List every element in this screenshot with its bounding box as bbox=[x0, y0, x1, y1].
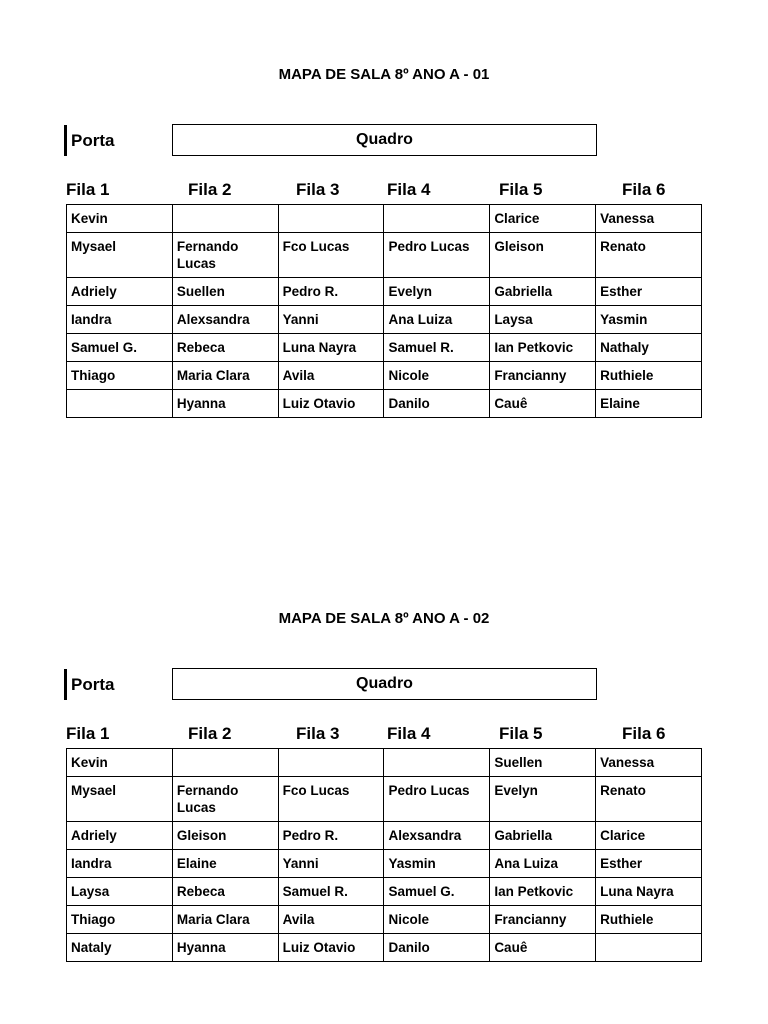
seat-cell: Hyanna bbox=[172, 934, 278, 962]
seat-cell bbox=[67, 390, 173, 418]
seat-cell: Maria Clara bbox=[172, 906, 278, 934]
seat-cell: Vanessa bbox=[596, 205, 702, 233]
seat-cell: Luna Nayra bbox=[596, 878, 702, 906]
seat-cell: Iandra bbox=[67, 306, 173, 334]
board-box: Quadro bbox=[172, 124, 597, 156]
seat-cell: Adriely bbox=[67, 822, 173, 850]
seat-cell: Mysael bbox=[67, 777, 173, 822]
seat-cell: Cauê bbox=[490, 390, 596, 418]
seat-cell: Vanessa bbox=[596, 749, 702, 777]
row-header-5: Fila 5 bbox=[499, 724, 543, 743]
seat-cell: Esther bbox=[596, 850, 702, 878]
seat-cell: Danilo bbox=[384, 934, 490, 962]
row-header-3: Fila 3 bbox=[296, 724, 340, 743]
seat-cell: Nicole bbox=[384, 906, 490, 934]
seat-cell: Francianny bbox=[490, 906, 596, 934]
seat-cell: Evelyn bbox=[384, 278, 490, 306]
row-header-6: Fila 6 bbox=[622, 724, 666, 743]
seat-cell: Pedro Lucas bbox=[384, 777, 490, 822]
seat-cell: Nicole bbox=[384, 362, 490, 390]
seat-cell: Elaine bbox=[172, 850, 278, 878]
seat-cell: Fernando Lucas bbox=[172, 777, 278, 822]
table-row bbox=[67, 749, 702, 777]
seat-cell: Ian Petkovic bbox=[490, 878, 596, 906]
seat-cell: Nathaly bbox=[596, 334, 702, 362]
seat-cell: Yanni bbox=[278, 850, 384, 878]
seating-table bbox=[66, 748, 702, 962]
seat-cell: Ana Luiza bbox=[490, 850, 596, 878]
row-header-2: Fila 2 bbox=[188, 180, 232, 199]
seat-cell: Alexsandra bbox=[384, 822, 490, 850]
seat-cell: Danilo bbox=[384, 390, 490, 418]
seat-cell: Esther bbox=[596, 278, 702, 306]
seat-cell: Adriely bbox=[67, 278, 173, 306]
map-title: MAPA DE SALA 8º ANO A - 01 bbox=[278, 66, 490, 83]
seat-cell: Thiago bbox=[67, 362, 173, 390]
table-row bbox=[67, 306, 702, 334]
seating-table bbox=[66, 204, 702, 418]
seat-cell: Gabriella bbox=[490, 278, 596, 306]
seat-cell: Alexsandra bbox=[172, 306, 278, 334]
seat-cell: Ruthiele bbox=[596, 906, 702, 934]
door-label: Porta bbox=[64, 669, 114, 700]
seat-cell: Kevin bbox=[67, 749, 173, 777]
seat-cell: Suellen bbox=[490, 749, 596, 777]
row-header-4: Fila 4 bbox=[387, 724, 431, 743]
table-row bbox=[67, 850, 702, 878]
seat-cell: Thiago bbox=[67, 906, 173, 934]
seat-cell: Clarice bbox=[596, 822, 702, 850]
table-row bbox=[67, 278, 702, 306]
seating-map-02 bbox=[0, 544, 768, 955]
seat-cell: Evelyn bbox=[490, 777, 596, 822]
seat-cell: Laysa bbox=[67, 878, 173, 906]
seat-cell bbox=[278, 205, 384, 233]
seat-cell: Hyanna bbox=[172, 390, 278, 418]
table-row bbox=[67, 390, 702, 418]
seat-cell: Fernando Lucas bbox=[172, 233, 278, 278]
seat-cell bbox=[384, 205, 490, 233]
seat-cell: Iandra bbox=[67, 850, 173, 878]
seat-cell: Samuel G. bbox=[67, 334, 173, 362]
seat-cell bbox=[384, 749, 490, 777]
seat-cell bbox=[172, 749, 278, 777]
table-row bbox=[67, 822, 702, 850]
seat-cell: Gabriella bbox=[490, 822, 596, 850]
seat-cell: Rebeca bbox=[172, 334, 278, 362]
seat-cell: Samuel G. bbox=[384, 878, 490, 906]
seat-cell: Elaine bbox=[596, 390, 702, 418]
table-row bbox=[67, 205, 702, 233]
seat-cell: Laysa bbox=[490, 306, 596, 334]
row-header-1: Fila 1 bbox=[66, 180, 110, 199]
seat-cell bbox=[278, 749, 384, 777]
seat-cell: Mysael bbox=[67, 233, 173, 278]
seat-cell: Luiz Otavio bbox=[278, 390, 384, 418]
seat-cell: Luna Nayra bbox=[278, 334, 384, 362]
seat-cell bbox=[172, 205, 278, 233]
row-header-4: Fila 4 bbox=[387, 180, 431, 199]
row-header-2: Fila 2 bbox=[188, 724, 232, 743]
row-header-3: Fila 3 bbox=[296, 180, 340, 199]
door-label: Porta bbox=[64, 125, 114, 156]
seat-cell: Pedro R. bbox=[278, 278, 384, 306]
table-row bbox=[67, 934, 702, 962]
seat-cell: Avila bbox=[278, 362, 384, 390]
seat-cell: Rebeca bbox=[172, 878, 278, 906]
row-header-5: Fila 5 bbox=[499, 180, 543, 199]
seating-map-01 bbox=[0, 0, 768, 411]
seat-cell: Samuel R. bbox=[278, 878, 384, 906]
seat-cell: Yasmin bbox=[384, 850, 490, 878]
seat-cell: Clarice bbox=[490, 205, 596, 233]
table-row bbox=[67, 878, 702, 906]
seat-cell: Gleison bbox=[490, 233, 596, 278]
seat-cell: Pedro R. bbox=[278, 822, 384, 850]
seat-cell: Luiz Otavio bbox=[278, 934, 384, 962]
seat-cell bbox=[596, 934, 702, 962]
seat-cell: Gleison bbox=[172, 822, 278, 850]
seat-cell: Maria Clara bbox=[172, 362, 278, 390]
map-title: MAPA DE SALA 8º ANO A - 02 bbox=[278, 610, 490, 627]
seat-cell: Samuel R. bbox=[384, 334, 490, 362]
seat-cell: Cauê bbox=[490, 934, 596, 962]
table-row bbox=[67, 334, 702, 362]
seat-cell: Ian Petkovic bbox=[490, 334, 596, 362]
row-header-6: Fila 6 bbox=[622, 180, 666, 199]
table-row bbox=[67, 362, 702, 390]
seat-cell: Fco Lucas bbox=[278, 777, 384, 822]
seat-cell: Kevin bbox=[67, 205, 173, 233]
board-box: Quadro bbox=[172, 668, 597, 700]
table-row bbox=[67, 777, 702, 822]
seat-cell: Renato bbox=[596, 777, 702, 822]
seat-cell: Yasmin bbox=[596, 306, 702, 334]
seat-cell: Francianny bbox=[490, 362, 596, 390]
seat-cell: Nataly bbox=[67, 934, 173, 962]
seat-cell: Ruthiele bbox=[596, 362, 702, 390]
table-row bbox=[67, 233, 702, 278]
seat-cell: Yanni bbox=[278, 306, 384, 334]
table-row bbox=[67, 906, 702, 934]
seat-cell: Avila bbox=[278, 906, 384, 934]
seat-cell: Pedro Lucas bbox=[384, 233, 490, 278]
seat-cell: Renato bbox=[596, 233, 702, 278]
seat-cell: Fco Lucas bbox=[278, 233, 384, 278]
seat-cell: Suellen bbox=[172, 278, 278, 306]
row-header-1: Fila 1 bbox=[66, 724, 110, 743]
seat-cell: Ana Luiza bbox=[384, 306, 490, 334]
